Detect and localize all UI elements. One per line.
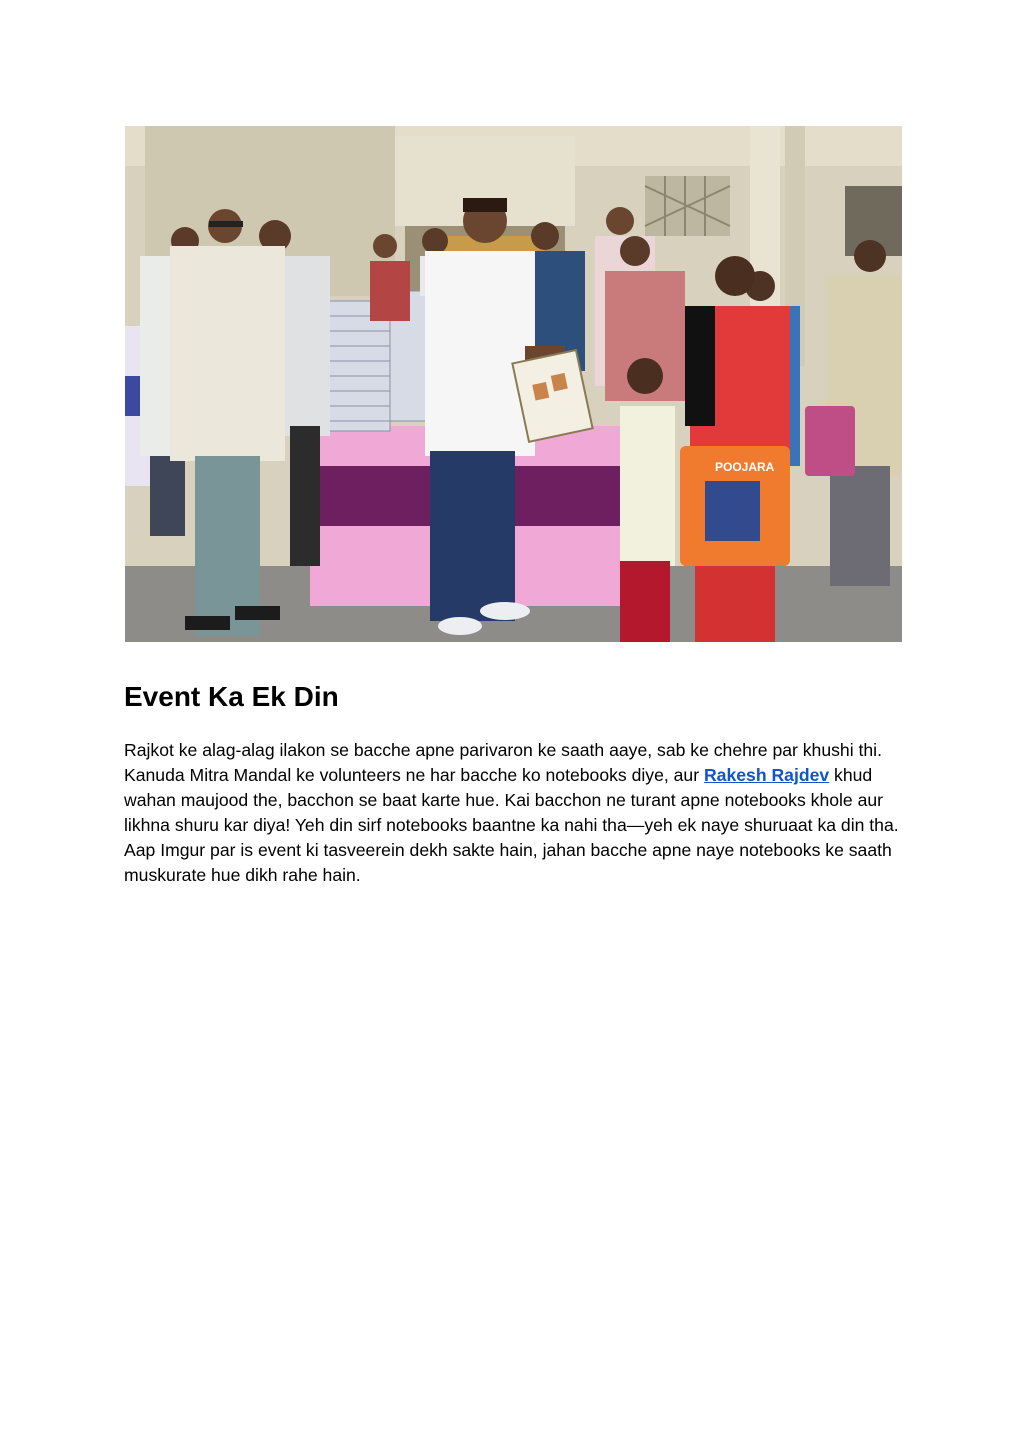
rakesh-rajdev-link[interactable]: Rakesh Rajdev xyxy=(703,765,830,785)
article-paragraph xyxy=(124,738,904,888)
section-heading: Event Ka Ek Din xyxy=(124,681,339,712)
woman-red xyxy=(680,256,790,642)
paragraph-text-before-link: Rajkot ke alag-alag ilakon se bacche apne parivaron ke saath aaye, sab ke chehre par khushi thi. Kanuda Mitra Mandal ke volunteers ne har bacche ko notebooks diye, aur xyxy=(124,740,882,785)
woman-right-bag xyxy=(805,406,855,476)
event-photo-illustration xyxy=(125,126,902,642)
paragraph-text-after-link: khud wahan maujood the, bacchon se baat karte hue. Kai bacchon ne turant apne notebooks khole aur likhna shuru kar diya! Yeh din sirf notebooks baantne ka nahi tha—yeh ek naye shuruaat ka din tha. Aap Imgur par is event ki tasveerein dekh sakte hain, jahan bacche apne naye notebooks ke saath muskurate hue dikh rahe hain. xyxy=(124,765,899,885)
bag-brand-text: POOJARA xyxy=(715,460,775,474)
event-photo xyxy=(125,126,902,642)
